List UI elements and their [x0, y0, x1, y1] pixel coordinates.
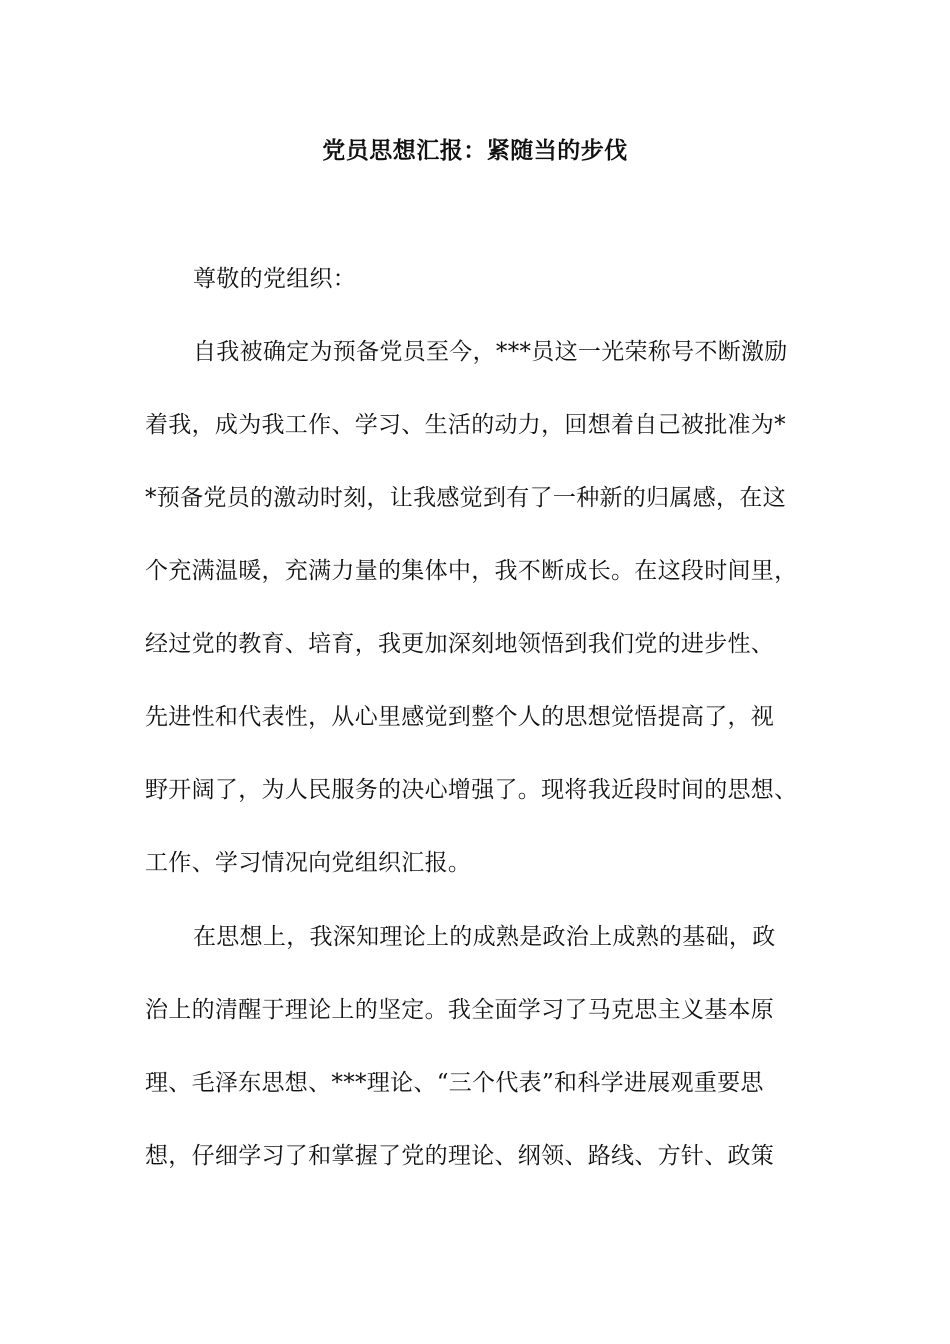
salutation: 尊敬的党组织：	[193, 266, 357, 292]
paragraph-line: *预备党员的激动时刻，让我感觉到有了一种新的归属感，在这	[145, 485, 786, 511]
paragraph-line: 理、毛泽东思想、***理论、“三个代表”和科学进展观重要思	[145, 1070, 764, 1096]
paragraph-line: 治上的清醒于理论上的坚定。我全面学习了马克思主义基本原	[145, 997, 775, 1023]
paragraph-line: 个充满温暖，充满力量的集体中，我不断成长。在这段时间里，	[145, 558, 798, 584]
paragraph-line: 经过党的教育、培育，我更加深刻地领悟到我们党的进步性、	[145, 631, 775, 657]
paragraph-line: 工作、学习情况向党组织汇报。	[145, 850, 472, 876]
paragraph-line: 想，仔细学习了和掌握了党的理论、纲领、路线、方针、政策	[145, 1143, 775, 1169]
paragraph-line: 着我，成为我工作、学习、生活的动力，回想着自己被批准为*	[145, 412, 786, 438]
document-title: 党员思想汇报：紧随当的步伐	[322, 137, 628, 164]
paragraph-line: 先进性和代表性，从心里感觉到整个人的思想觉悟提高了，视	[145, 704, 775, 730]
paragraph-line: 自我被确定为预备党员至今，***员这一光荣称号不断激励	[193, 339, 788, 365]
paragraph-line: 野开阔了，为人民服务的决心增强了。现将我近段时间的思想、	[145, 777, 798, 803]
paragraph-line: 在思想上，我深知理论上的成熟是政治上成熟的基础，政	[193, 924, 776, 950]
